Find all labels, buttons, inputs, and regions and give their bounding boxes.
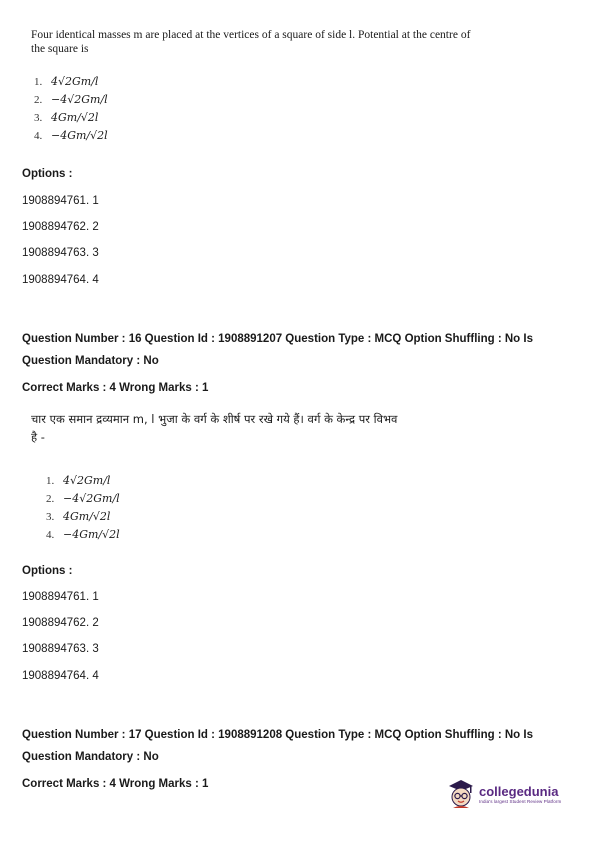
- question-text: [31, 28, 571, 56]
- option-id: 1908894763. 3: [22, 643, 99, 655]
- marks-info: Correct Marks : 4 Wrong Marks : 1: [22, 382, 209, 394]
- choice-list: [34, 73, 108, 145]
- choice-item: 3. 4Gm/√2l: [34, 109, 108, 127]
- logo-brand-text: collegedunia: [479, 784, 559, 799]
- choice-expression: 4√2Gm/l: [51, 75, 99, 88]
- choice-expression: −4√2Gm/l: [63, 492, 120, 505]
- option-id: 1908894762. 2: [22, 617, 99, 629]
- logo-tagline: India's largest Student Review Platform: [479, 799, 562, 804]
- choice-item: 3. 4Gm/√2l: [46, 508, 120, 526]
- question-header-line: Question Number : 17 Question Id : 1908891208 Question Type : MCQ Option Shuffling : No Is: [22, 729, 533, 741]
- option-id: 1908894764. 4: [22, 274, 99, 286]
- question-header-line: Question Number : 16 Question Id : 1908891207 Question Type : MCQ Option Shuffling : No Is: [22, 333, 533, 345]
- choice-item: 2. −4√2Gm/l: [46, 490, 120, 508]
- choice-item: 1. 4√2Gm/l: [34, 73, 108, 91]
- choice-item: 1. 4√2Gm/l: [46, 472, 120, 490]
- question-header-line: Question Mandatory : No: [22, 355, 159, 367]
- marks-info: Correct Marks : 4 Wrong Marks : 1: [22, 778, 209, 790]
- choice-expression: −4Gm/√2l: [63, 528, 120, 541]
- choice-expression: −4Gm/√2l: [51, 129, 108, 142]
- choice-item: 2. −4√2Gm/l: [34, 91, 108, 109]
- question-header-line: Question Mandatory : No: [22, 751, 159, 763]
- option-id: 1908894762. 2: [22, 221, 99, 233]
- choice-item: 4. −4Gm/√2l: [34, 127, 108, 145]
- question-header: [22, 328, 582, 372]
- choice-item: 4. −4Gm/√2l: [46, 526, 120, 544]
- question-header: [22, 724, 582, 768]
- option-id: 1908894761. 1: [22, 195, 99, 207]
- option-id: 1908894761. 1: [22, 591, 99, 603]
- choice-expression: 4Gm/√2l: [51, 111, 99, 124]
- question-text-line: Four identical masses m are placed at the vertices of a square of side l. Potential at the centre of: [31, 29, 471, 41]
- question-text-line: है -: [31, 430, 45, 444]
- option-id: 1908894764. 4: [22, 670, 99, 682]
- choice-expression: 4√2Gm/l: [63, 474, 111, 487]
- choice-list: [46, 472, 120, 544]
- choice-expression: 4Gm/√2l: [63, 510, 111, 523]
- options-label: Options :: [22, 168, 73, 180]
- choice-expression: −4√2Gm/l: [51, 93, 108, 106]
- options-label: Options :: [22, 565, 73, 577]
- question-text-hindi: [31, 410, 571, 446]
- student-mascot-icon: [446, 778, 476, 810]
- question-text-line: चार एक समान द्रव्यमान m, l भुजा के वर्ग के शीर्ष पर रखे गये हैं। वर्ग के केन्द्र पर विभव: [31, 412, 398, 426]
- question-text-line: the square is: [31, 43, 89, 55]
- collegedunia-logo: [446, 778, 561, 810]
- option-id: 1908894763. 3: [22, 247, 99, 259]
